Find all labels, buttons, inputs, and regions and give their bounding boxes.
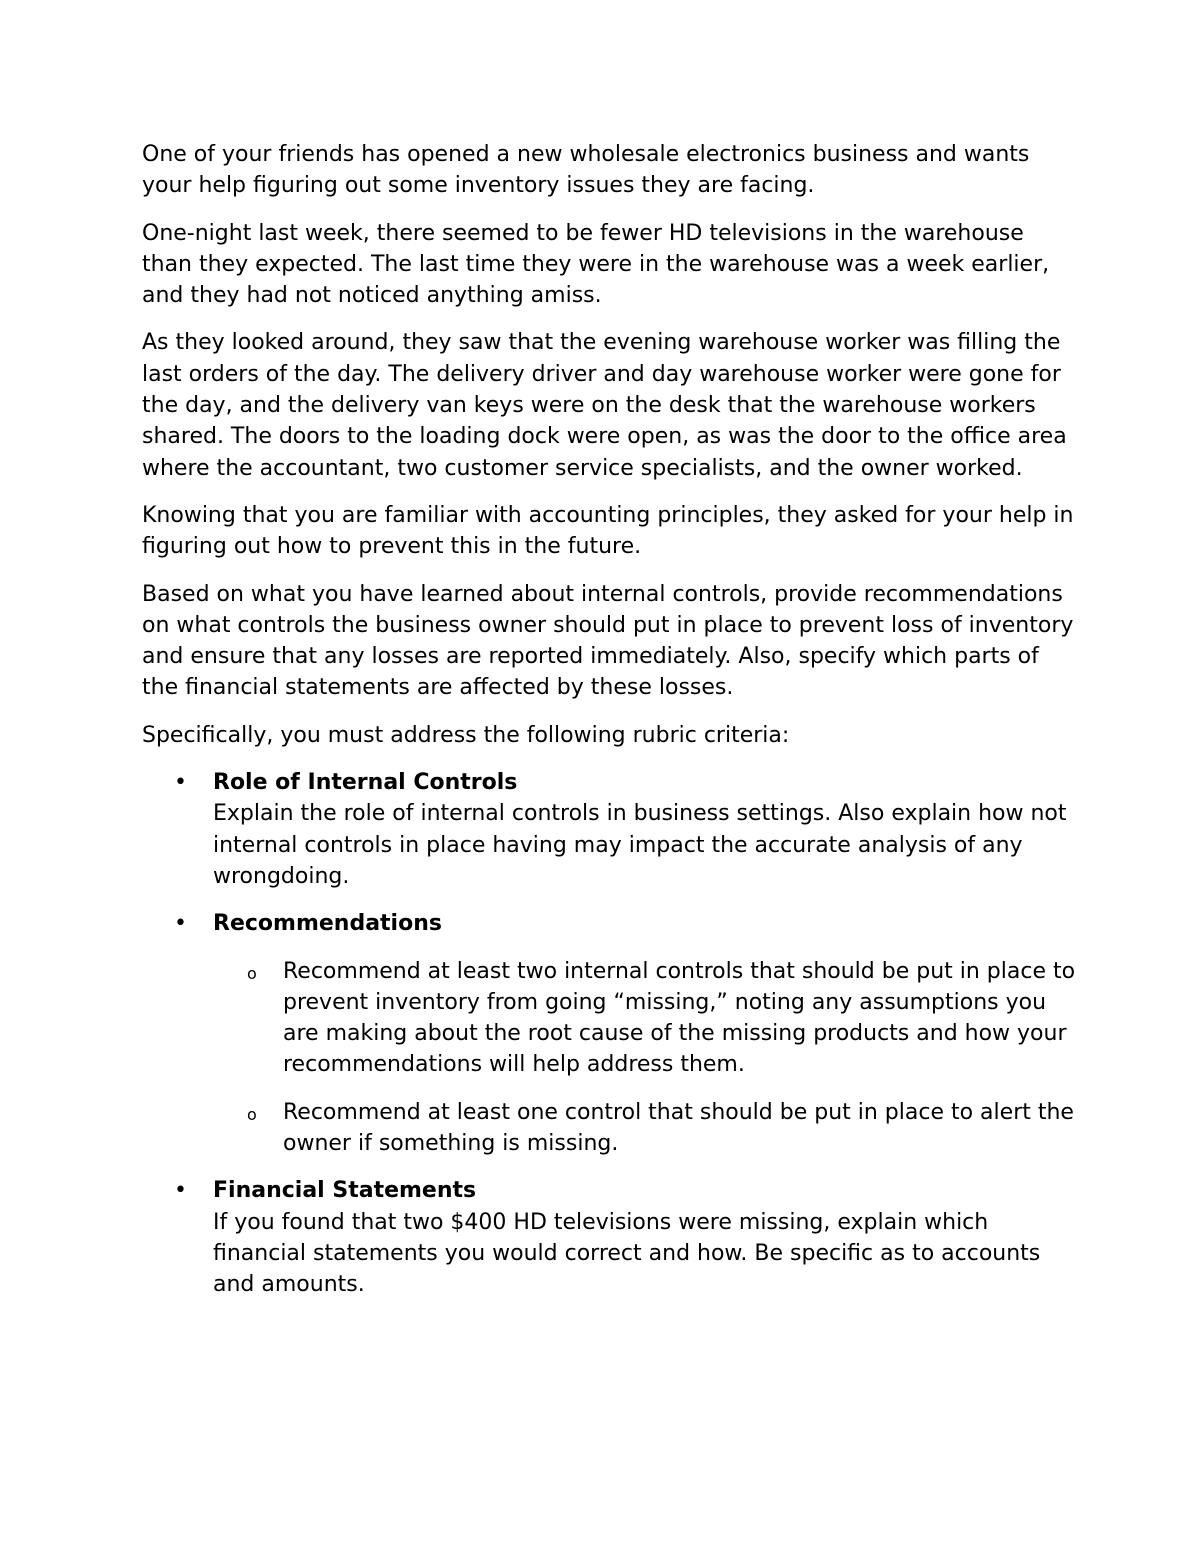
- rubric-item-title: Role of Internal Controls: [213, 770, 518, 796]
- sub-list-item: [213, 1097, 1077, 1160]
- bullet-icon: •: [174, 1178, 187, 1204]
- recommendations-sublist: [213, 956, 1077, 1160]
- observation-paragraph: As they looked around, they saw that the evening warehouse worker was filling the last orders of the day. The delivery driver and day warehouse worker were gone for the day, and the delivery van keys were on the desk that the warehouse workers shared. The doors to the loading dock were open, as was the door to the office area where the accountant, two customer service specialists, and the owner worked.: [142, 330, 1067, 481]
- rubric-item-title: Financial Statements: [213, 1178, 477, 1204]
- rubric-item-recommendations: [142, 908, 1077, 1159]
- incident-paragraph: One-night last week, there seemed to be fewer HD televisions in the warehouse than they expected. The last time they were in the warehouse was a week earlier, and they had not noticed anything amiss.: [142, 220, 1050, 309]
- document-page: [142, 139, 1077, 1317]
- rubric-item-description: Explain the role of internal controls in business settings. Also explain how not internal controls in place having may impact the accurate analysis of any wrongdoing.: [213, 801, 1067, 889]
- rubric-intro-paragraph: Specifically, you must address the following rubric criteria:: [142, 722, 790, 748]
- sub-list-item-text: Recommend at least one control that should be put in place to alert the owner if something is missing.: [283, 1099, 1074, 1157]
- circle-bullet-icon: o: [247, 963, 257, 983]
- sub-list-item-text: Recommend at least two internal controls that should be put in place to prevent inventory from going “missing,” noting any assumptions you are making about the root cause of the missing products and how your recommendations will help address them.: [283, 958, 1076, 1078]
- rubric-item-title: Recommendations: [213, 911, 442, 937]
- rubric-item-financial-statements: [142, 1175, 1077, 1300]
- sub-list-item: [213, 956, 1077, 1081]
- circle-bullet-icon: o: [247, 1104, 257, 1124]
- bullet-icon: •: [174, 770, 187, 796]
- intro-paragraph: One of your friends has opened a new wholesale electronics business and wants your help figuring out some inventory issues they are facing.: [142, 142, 1030, 199]
- request-paragraph: Knowing that you are familiar with accounting principles, they asked for your help in figuring out how to prevent this in the future.: [142, 502, 1074, 560]
- task-paragraph: Based on what you have learned about internal controls, provide recommendations on what controls the business owner should put in place to prevent loss of inventory and ensure that any losses are reported immediately. Also, specify which parts of the financial statements are affected by these losses.: [142, 581, 1074, 701]
- bullet-icon: •: [174, 911, 187, 937]
- rubric-item-description: If you found that two $400 HD televisions were missing, explain which financial statements you would correct and how. Be specific as to accounts and amounts.: [213, 1209, 1041, 1298]
- rubric-list: [142, 767, 1077, 1300]
- rubric-item-role-of-internal-controls: [142, 767, 1077, 892]
